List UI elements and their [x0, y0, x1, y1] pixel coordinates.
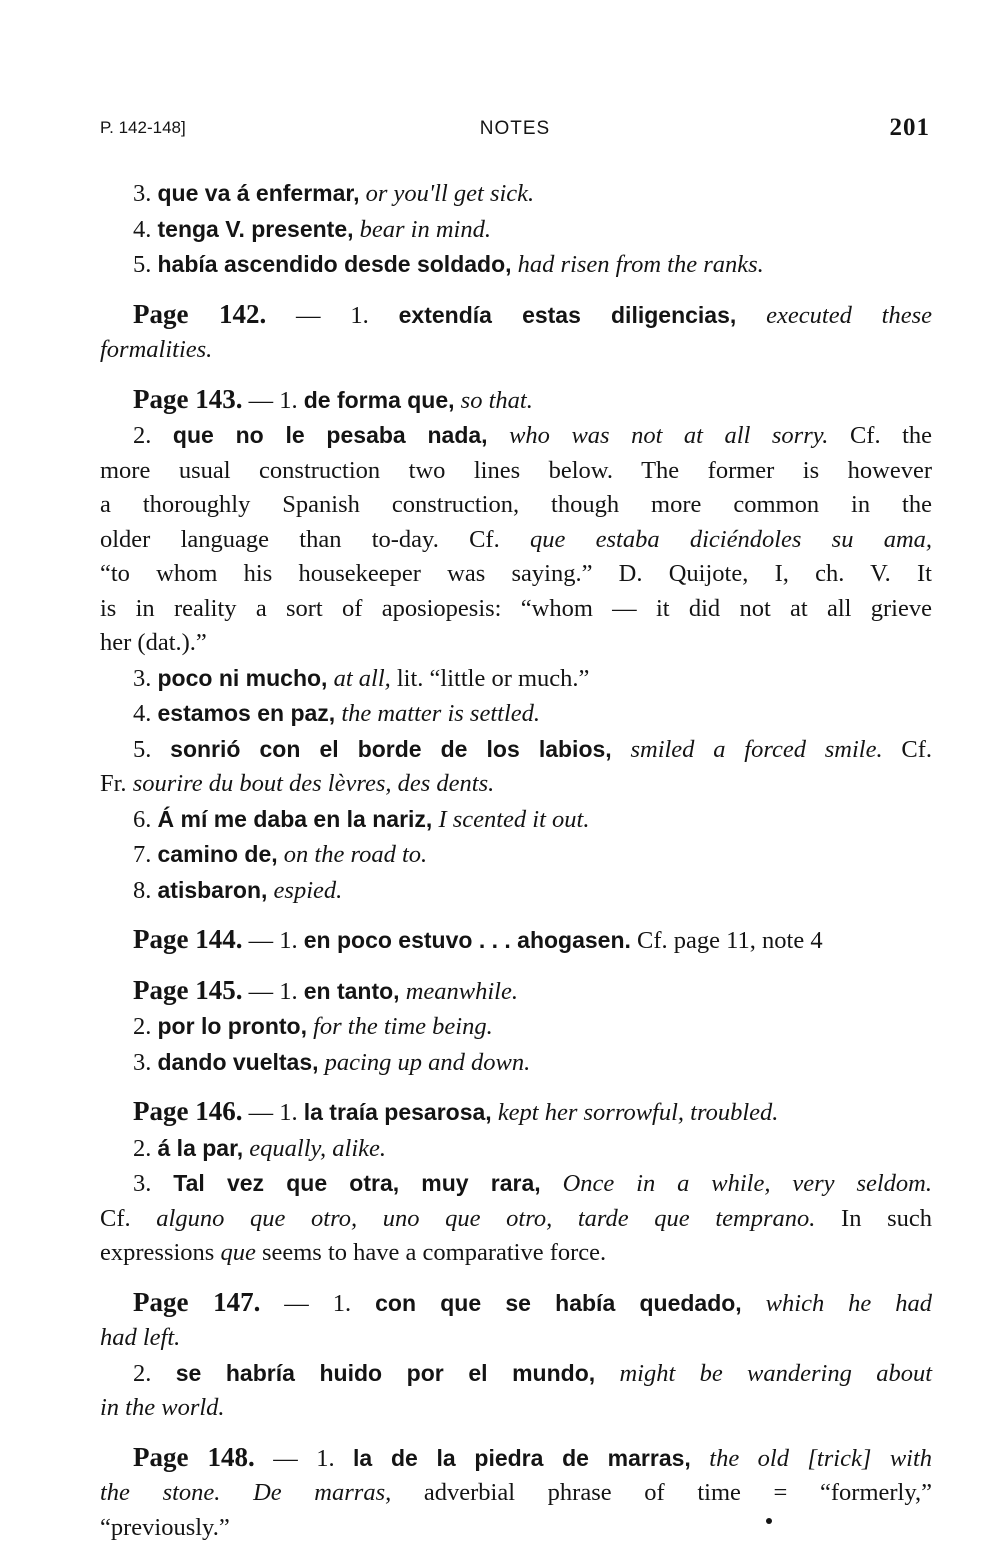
note-147-1-cont: had left.	[100, 1324, 181, 1351]
note-143-1: Page 143. — 1. de forma que, so that.	[133, 383, 533, 414]
page-heading-146: Page 146.	[133, 1096, 243, 1126]
note-146-1: Page 146. — 1. la traía pesarosa, kept her sorrowful, troubled.	[133, 1096, 779, 1126]
page-heading-142: Page 142.	[133, 298, 267, 329]
note-144-1: Page 144. — 1. en poco estuvo . . . ahogasen. Cf. page 11, note 4	[133, 924, 823, 954]
note-146-2: 2. á la par, equally, alike.	[133, 1134, 387, 1162]
note-143-2-line3: a thoroughly Spanish construction, though more common in the	[100, 491, 932, 518]
note-148-1-line2: the stone. De marras, adverbial phrase of time = “formerly,”	[100, 1479, 933, 1506]
note-147-1: Page 147. — 1. con que se había quedado, which he had	[133, 1286, 933, 1317]
note-143-2: 2. que no le pesaba nada, who was not at all sorry. Cf. the	[133, 422, 933, 449]
note-146-3-line2: Cf. alguno que otro, uno que otro, tarde que temprano. In such	[100, 1204, 932, 1232]
running-header	[100, 112, 930, 146]
note-143-5: 5. sonrió con el borde de los labios, smiled a forced smile. Cf.	[133, 735, 932, 763]
header-page-number: 201	[889, 114, 930, 141]
note-147-2-cont: in the world.	[100, 1394, 225, 1421]
page-heading-147: Page 147.	[133, 1286, 261, 1317]
header-title: NOTES	[479, 118, 551, 139]
note-143-2-line5: “to whom his housekeeper was saying.” D. Quijote, I, ch. V. It	[100, 560, 932, 587]
note-145-3: 3. dando vueltas, pacing up and down.	[133, 1048, 531, 1076]
note-143-5-line2: Fr. sourire du bout des lèvres, des dents.	[100, 770, 495, 797]
note-141-5: 5. había ascendido desde soldado, had risen from the ranks.	[133, 251, 764, 278]
note-148-1-line3: “previously.”	[100, 1513, 230, 1541]
stray-dot	[766, 1518, 772, 1524]
note-143-4: 4. estamos en paz, the matter is settled.	[133, 700, 541, 727]
note-142-1-cont: formalities.	[100, 336, 213, 363]
note-148-1: Page 148. — 1. la de la piedra de marras, the old [trick] with	[133, 1441, 933, 1472]
note-143-7: 7. camino de, on the road to.	[133, 841, 428, 868]
header-page-range: P. 142-148]	[100, 118, 186, 137]
notes-content	[100, 176, 932, 1545]
note-145-2: 2. por lo pronto, for the time being.	[133, 1013, 493, 1040]
page-heading-145: Page 145.	[133, 974, 243, 1005]
note-143-2-line2: more usual construction two lines below. The former is however	[100, 456, 932, 484]
page-heading-148: Page 148.	[133, 1441, 255, 1472]
note-143-8: 8. atisbaron, espied.	[133, 876, 343, 904]
note-143-6: 6. Á mí me daba en la nariz, I scented it out.	[133, 805, 590, 833]
note-143-2-line7: her (dat.).”	[100, 629, 207, 656]
note-141-4: 4. tenga V. presente, bear in mind.	[133, 215, 491, 243]
note-142-1: Page 142. — 1. extendía estas diligencias, executed these	[133, 298, 933, 329]
note-145-1: Page 145. — 1. en tanto, meanwhile.	[133, 974, 518, 1005]
note-141-3: 3. que va á enfermar, or you'll get sick.	[133, 180, 535, 207]
note-146-3: 3. Tal vez que otra, muy rara, Once in a while, very seldom.	[133, 1170, 932, 1197]
page-heading-143: Page 143.	[133, 383, 243, 414]
note-147-2: 2. se habría huido por el mundo, might be wandering about	[133, 1359, 932, 1387]
note-143-2-line6: is in reality a sort of aposiopesis: “whom — it did not at all grieve	[100, 594, 932, 622]
note-143-3: 3. poco ni mucho, at all, lit. “little or much.”	[133, 664, 590, 692]
note-143-2-line4: older language than to-day. Cf. que estaba diciéndoles su ama,	[100, 525, 933, 553]
page-heading-144: Page 144.	[133, 924, 243, 954]
note-146-3-line3: expressions que seems to have a comparative force.	[100, 1239, 607, 1266]
